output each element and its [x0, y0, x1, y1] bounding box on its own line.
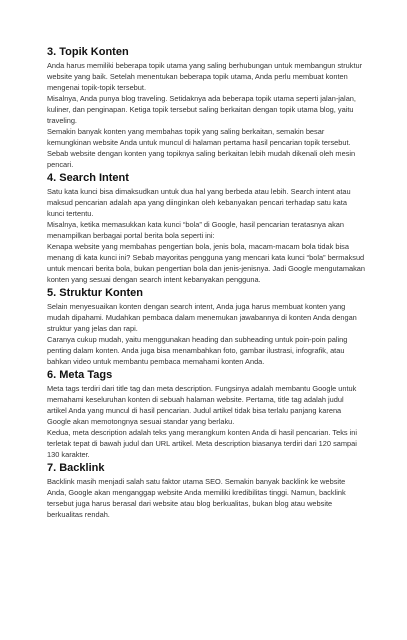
section-heading: 7. Backlink — [47, 462, 105, 474]
paragraph: Kedua, meta description adalah teks yang merangkum konten Anda di hasil pencarian. Teks ini terletak tepat di bawah judul dan URL artikel. Meta description biasanya terdiri dari 120 sampai 130 karakter. — [47, 428, 358, 459]
section-backlink — [47, 462, 365, 520]
section-meta-tags — [47, 369, 365, 460]
paragraph: Caranya cukup mudah, yaitu menggunakan heading dan subheading untuk poin-poin paling penting dalam konten. Anda juga bisa menambahkan foto, gambar ilustrasi, infografik, atau bahkan video untuk membantu pembaca memahami konten Anda. — [47, 335, 348, 366]
paragraph: Meta tags terdiri dari title tag dan meta description. Fungsinya adalah membantu Google untuk memahami keseluruhan konten di sebuah halaman website. Pertama, title tag adalah judul artikel Anda yang muncul di hasil pencarian. Judul artikel tidak bisa terlalu panjang karena Google akan memotongnya sesuai standar yang berlaku. — [47, 384, 357, 426]
paragraph: Kenapa website yang membahas pengertian bola, jenis bola, macam-macam bola tidak bisa menang di kata kunci ini? Sebab mayoritas pengguna yang mencari kata kunci “bola” bermaksud untuk mencari berita bola, bukan pengertian bola dan jenis-jenisnya. Jadi Google mengutamakan konten yang sesuai dengan search intent kebanyakan pengguna. — [47, 242, 365, 284]
paragraph: Misalnya, ketika memasukkan kata kunci “bola” di Google, hasil pencarian teratasnya akan menampilkan berbagai portal berita bola seperti ini: — [47, 220, 345, 240]
paragraph: Anda harus memiliki beberapa topik utama yang saling berhubungan untuk membangun struktur website yang baik. Setelah menentukan beberapa topik utama, Anda perlu membuat konten mengenai topik-topik tersebut. — [47, 61, 363, 92]
paragraph: Backlink masih menjadi salah satu faktor utama SEO. Semakin banyak backlink ke website Anda, Google akan menganggap website Anda memiliki kredibilitas tinggi. Namun, backlink tersebut juga harus berasal dari website atau blog berkualitas, bukan blog atau website berkualitas rendah. — [47, 477, 346, 519]
paragraph: Satu kata kunci bisa dimaksudkan untuk dua hal yang berbeda atau lebih. Search intent atau maksud pencarian adalah apa yang diinginkan oleh kebanyakan pencari terhadap satu kata kunci tertentu. — [47, 187, 351, 218]
section-topik-konten — [47, 46, 365, 170]
document-page — [47, 46, 365, 522]
section-heading: 6. Meta Tags — [47, 369, 113, 381]
section-heading: 4. Search Intent — [47, 172, 129, 184]
section-struktur-konten — [47, 287, 365, 367]
section-heading: 5. Struktur Konten — [47, 287, 143, 299]
paragraph: Selain menyesuaikan konten dengan search intent, Anda juga harus membuat konten yang mudah dipahami. Mudahkan pembaca dalam menemukan jawabannya di konten Anda dengan struktur yang jelas dan rapi. — [47, 302, 357, 333]
paragraph: Misalnya, Anda punya blog traveling. Setidaknya ada beberapa topik utama seperti jalan-jalan, kuliner, dan penginapan. Ketiga topik tersebut saling berkaitan dengan topik utama blog, yaitu traveling. — [47, 94, 356, 125]
section-search-intent — [47, 172, 365, 285]
section-heading: 3. Topik Konten — [47, 46, 129, 58]
paragraph: Semakin banyak konten yang membahas topik yang saling berkaitan, semakin besar kemungkinan website Anda untuk muncul di halaman pertama hasil pencarian topik tersebut. Sebab website dengan konten yang topiknya saling berkaitan lebih mudah dikenali oleh mesin pencari. — [47, 127, 356, 169]
